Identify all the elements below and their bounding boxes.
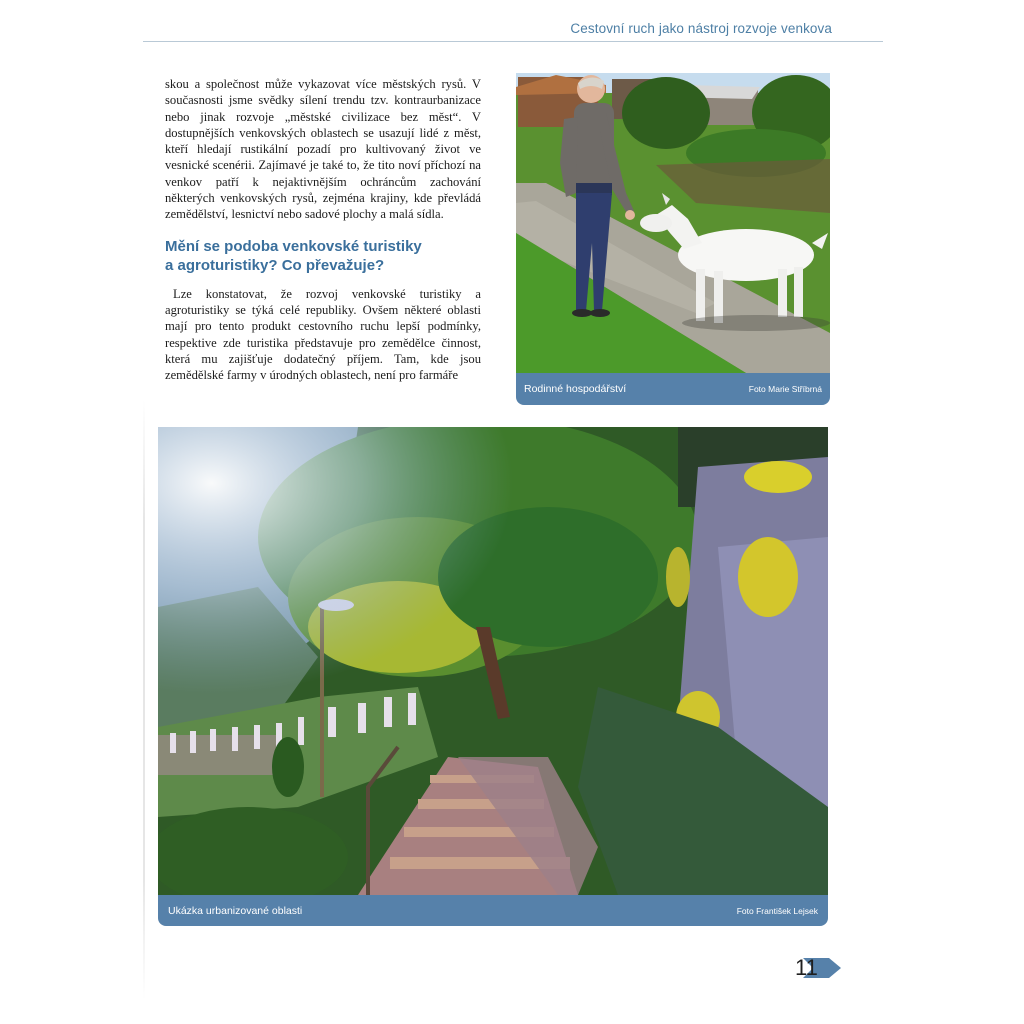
page-number	[793, 954, 845, 986]
section-heading-line: a agroturistiky? Co převažuje?	[165, 256, 385, 274]
photo-family-farm	[516, 73, 830, 405]
photo-caption: Rodinné hospodářství	[524, 383, 627, 395]
photo-credit: Foto František Lejsek	[736, 905, 818, 916]
page-number-text: 11	[795, 955, 818, 980]
photo-caption-bar	[158, 895, 828, 926]
photo-caption: Ukázka urbanizované oblasti	[168, 904, 303, 917]
body-paragraph: Lze konstatovat, že rozvoj venkovské turistiky a agroturistiky se týká celé republiky. Ovšem některé oblasti mají pro tento produkt cestovního ruchu lepší podmínky, respektive zde turistika představuje pro zemědělce činnost, která mu zajišťuje dodatečný příjem. Tam, kde jsou zemědělské farmy v úrodných oblastech, není pro farmáře	[165, 286, 481, 383]
header-rule	[143, 41, 883, 42]
stairs-photo-image	[158, 427, 828, 895]
farm-scene-graphic	[516, 73, 830, 373]
stairs-scene-graphic	[158, 427, 828, 895]
photo-urbanized-area	[158, 427, 828, 926]
page-edge-shadow	[143, 400, 145, 1000]
section-heading-line: Mění se podoba venkovské turistiky	[165, 237, 422, 255]
body-paragraph: skou a společnost může vykazovat více městských rysů. V současnosti jsme svědky sílení trendu tzv. kontraurbanizace nebo jinak rozvoje „městské civilizace bez měst“. V dostupnějších venkovských oblastech se usazují lidé z měst, kteří hledají rustikální pozadí pro kultivovaný život ve vesnické scenérii. Zajímavé je také to, že tito noví příchozí na venkov patří k nejaktivnějším ochráncům zachování některých venkovských rysů, zejména krajiny, kde převládá zemědělství, lesnictví nebo sadové plochy a malá sídla.	[165, 77, 481, 222]
photo-credit: Foto Marie Stříbrná	[748, 384, 822, 394]
photo-caption-bar	[516, 373, 830, 405]
section-heading	[165, 237, 481, 275]
running-header: Cestovní ruch jako nástroj rozvoje venkova	[570, 21, 832, 36]
text-column	[165, 76, 481, 383]
farm-photo-image	[516, 73, 830, 373]
